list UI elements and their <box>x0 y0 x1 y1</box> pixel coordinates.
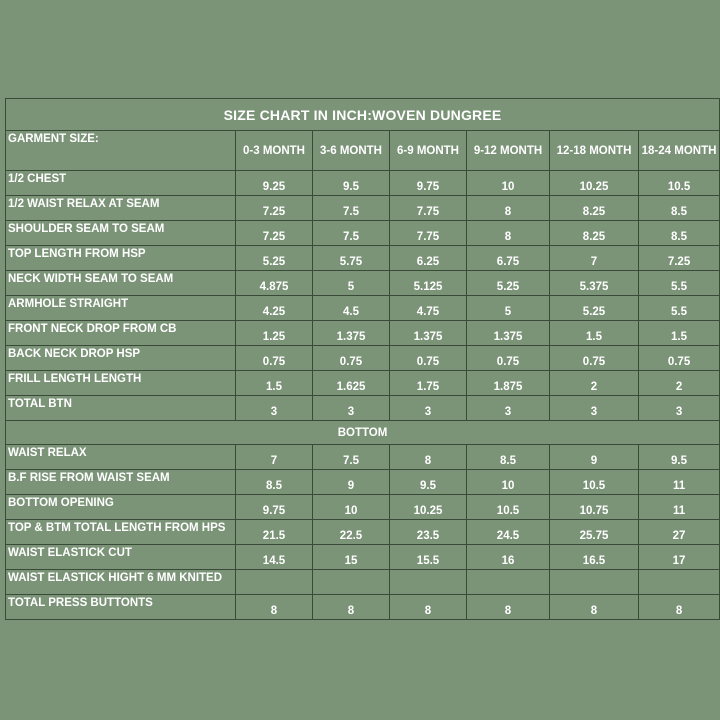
measurement-value: 11 <box>639 470 720 495</box>
measurement-value: 2 <box>550 371 639 396</box>
table-row <box>6 221 720 246</box>
measurement-value: 5.75 <box>313 246 390 271</box>
header-row <box>6 131 720 171</box>
measurement-value <box>550 570 639 595</box>
measurement-value: 8 <box>390 445 467 470</box>
measurement-value: 3 <box>639 396 720 421</box>
measurement-value: 25.75 <box>550 520 639 545</box>
measurement-value: 9.75 <box>236 495 313 520</box>
measurement-value: 10.25 <box>390 495 467 520</box>
measurement-value: 10.5 <box>639 171 720 196</box>
measurement-value: 9.75 <box>390 171 467 196</box>
measurement-value: 3 <box>550 396 639 421</box>
measurement-value: 21.5 <box>236 520 313 545</box>
measurement-label: TOP & BTM TOTAL LENGTH FROM HPS <box>6 520 236 545</box>
measurement-value: 1.5 <box>639 321 720 346</box>
table-row <box>6 171 720 196</box>
measurement-value: 8 <box>467 196 550 221</box>
table-row <box>6 445 720 470</box>
measurement-value: 5.25 <box>467 271 550 296</box>
measurement-label: FRILL LENGTH LENGTH <box>6 371 236 396</box>
measurement-value: 1.5 <box>236 371 313 396</box>
measurement-label: WAIST ELASTICK CUT <box>6 545 236 570</box>
measurement-value: 7.25 <box>639 246 720 271</box>
measurement-value: 8 <box>467 221 550 246</box>
table-row <box>6 396 720 421</box>
measurement-value: 5.5 <box>639 296 720 321</box>
measurement-value: 0.75 <box>639 346 720 371</box>
measurement-value <box>390 570 467 595</box>
measurement-value: 10.5 <box>550 470 639 495</box>
table-row <box>6 246 720 271</box>
measurement-value: 16.5 <box>550 545 639 570</box>
measurement-value: 8.25 <box>550 221 639 246</box>
measurement-value: 9.5 <box>313 171 390 196</box>
measurement-value: 8 <box>313 595 390 620</box>
measurement-value <box>313 570 390 595</box>
measurement-value: 4.25 <box>236 296 313 321</box>
measurement-value: 3 <box>467 396 550 421</box>
table-row <box>6 520 720 545</box>
table-row <box>6 470 720 495</box>
table-row <box>6 371 720 396</box>
measurement-value: 8 <box>639 595 720 620</box>
table-row <box>6 346 720 371</box>
measurement-label: WAIST ELASTICK HIGHT 6 MM KNITED <box>6 570 236 595</box>
measurement-value: 8.5 <box>236 470 313 495</box>
measurement-value: 8.5 <box>639 221 720 246</box>
measurement-label: FRONT NECK DROP FROM CB <box>6 321 236 346</box>
measurement-value: 15.5 <box>390 545 467 570</box>
measurement-value: 3 <box>313 396 390 421</box>
measurement-value: 0.75 <box>550 346 639 371</box>
measurement-value: 24.5 <box>467 520 550 545</box>
measurement-value: 7.25 <box>236 196 313 221</box>
measurement-label: 1/2 CHEST <box>6 171 236 196</box>
measurement-value: 17 <box>639 545 720 570</box>
measurement-value: 16 <box>467 545 550 570</box>
measurement-label: TOTAL PRESS BUTTONTS <box>6 595 236 620</box>
measurement-value: 10 <box>467 171 550 196</box>
measurement-value: 1.375 <box>390 321 467 346</box>
size-header: 9-12 MONTH <box>467 131 550 171</box>
measurement-value <box>467 570 550 595</box>
measurement-value: 3 <box>390 396 467 421</box>
size-header: 6-9 MONTH <box>390 131 467 171</box>
size-header: 3-6 MONTH <box>313 131 390 171</box>
measurement-value: 4.5 <box>313 296 390 321</box>
measurement-value: 14.5 <box>236 545 313 570</box>
measurement-value: 8.5 <box>639 196 720 221</box>
measurement-label: B.F RISE FROM WAIST SEAM <box>6 470 236 495</box>
measurement-label: BOTTOM OPENING <box>6 495 236 520</box>
measurement-value: 1.75 <box>390 371 467 396</box>
measurement-label: WAIST RELAX <box>6 445 236 470</box>
table-row <box>6 595 720 620</box>
measurement-value: 15 <box>313 545 390 570</box>
measurement-value: 0.75 <box>313 346 390 371</box>
measurement-value: 27 <box>639 520 720 545</box>
measurement-value: 6.75 <box>467 246 550 271</box>
measurement-value: 1.875 <box>467 371 550 396</box>
measurement-value: 22.5 <box>313 520 390 545</box>
measurement-label: TOP LENGTH FROM HSP <box>6 246 236 271</box>
measurement-value: 8 <box>550 595 639 620</box>
size-header: 12-18 MONTH <box>550 131 639 171</box>
measurement-value: 9.25 <box>236 171 313 196</box>
measurement-value: 23.5 <box>390 520 467 545</box>
measurement-value: 8 <box>467 595 550 620</box>
measurement-value: 9 <box>550 445 639 470</box>
table-row <box>6 271 720 296</box>
measurement-value: 4.75 <box>390 296 467 321</box>
measurement-label: BACK NECK DROP HSP <box>6 346 236 371</box>
table-row <box>6 545 720 570</box>
measurement-value: 7.5 <box>313 221 390 246</box>
measurement-value: 4.875 <box>236 271 313 296</box>
measurement-value: 0.75 <box>236 346 313 371</box>
measurement-value: 7.5 <box>313 445 390 470</box>
size-chart-table <box>5 98 720 620</box>
measurement-label: TOTAL BTN <box>6 396 236 421</box>
measurement-value: 5.125 <box>390 271 467 296</box>
title-row <box>6 99 720 131</box>
measurement-value: 10 <box>467 470 550 495</box>
measurement-value: 6.25 <box>390 246 467 271</box>
measurement-value: 7 <box>550 246 639 271</box>
measurement-value: 5.25 <box>236 246 313 271</box>
measurement-value: 9.5 <box>639 445 720 470</box>
measurement-label: SHOULDER SEAM TO SEAM <box>6 221 236 246</box>
measurement-value: 5.5 <box>639 271 720 296</box>
measurement-value: 10 <box>313 495 390 520</box>
measurement-value: 11 <box>639 495 720 520</box>
measurement-value: 7.25 <box>236 221 313 246</box>
measurement-value: 5.25 <box>550 296 639 321</box>
measurement-value: 1.375 <box>313 321 390 346</box>
measurement-value: 5 <box>467 296 550 321</box>
measurement-value: 7.5 <box>313 196 390 221</box>
measurement-value: 9.5 <box>390 470 467 495</box>
measurement-value <box>236 570 313 595</box>
measurement-value: 1.5 <box>550 321 639 346</box>
table-row <box>6 321 720 346</box>
measurement-value: 0.75 <box>467 346 550 371</box>
measurement-value: 10.25 <box>550 171 639 196</box>
table-row <box>6 196 720 221</box>
measurement-value: 1.625 <box>313 371 390 396</box>
measurement-value: 10.75 <box>550 495 639 520</box>
section-row <box>6 421 720 445</box>
section-label-bottom: BOTTOM <box>6 421 720 445</box>
chart-title: SIZE CHART IN INCH:WOVEN DUNGREE <box>6 99 720 131</box>
measurement-value: 8.25 <box>550 196 639 221</box>
garment-size-label: GARMENT SIZE: <box>6 131 236 171</box>
table-row <box>6 570 720 595</box>
measurement-value: 9 <box>313 470 390 495</box>
measurement-value: 7.75 <box>390 221 467 246</box>
measurement-value: 2 <box>639 371 720 396</box>
measurement-value: 1.25 <box>236 321 313 346</box>
measurement-value: 8 <box>390 595 467 620</box>
measurement-value: 7.75 <box>390 196 467 221</box>
size-header: 0-3 MONTH <box>236 131 313 171</box>
measurement-value: 5 <box>313 271 390 296</box>
measurement-label: ARMHOLE STRAIGHT <box>6 296 236 321</box>
table-row <box>6 495 720 520</box>
measurement-value: 3 <box>236 396 313 421</box>
measurement-value: 7 <box>236 445 313 470</box>
measurement-value: 5.375 <box>550 271 639 296</box>
size-header: 18-24 MONTH <box>639 131 720 171</box>
measurement-value: 10.5 <box>467 495 550 520</box>
measurement-value: 8 <box>236 595 313 620</box>
measurement-value: 8.5 <box>467 445 550 470</box>
table-row <box>6 296 720 321</box>
measurement-label: NECK WIDTH SEAM TO SEAM <box>6 271 236 296</box>
measurement-value <box>639 570 720 595</box>
measurement-value: 1.375 <box>467 321 550 346</box>
measurement-label: 1/2 WAIST RELAX AT SEAM <box>6 196 236 221</box>
measurement-value: 0.75 <box>390 346 467 371</box>
